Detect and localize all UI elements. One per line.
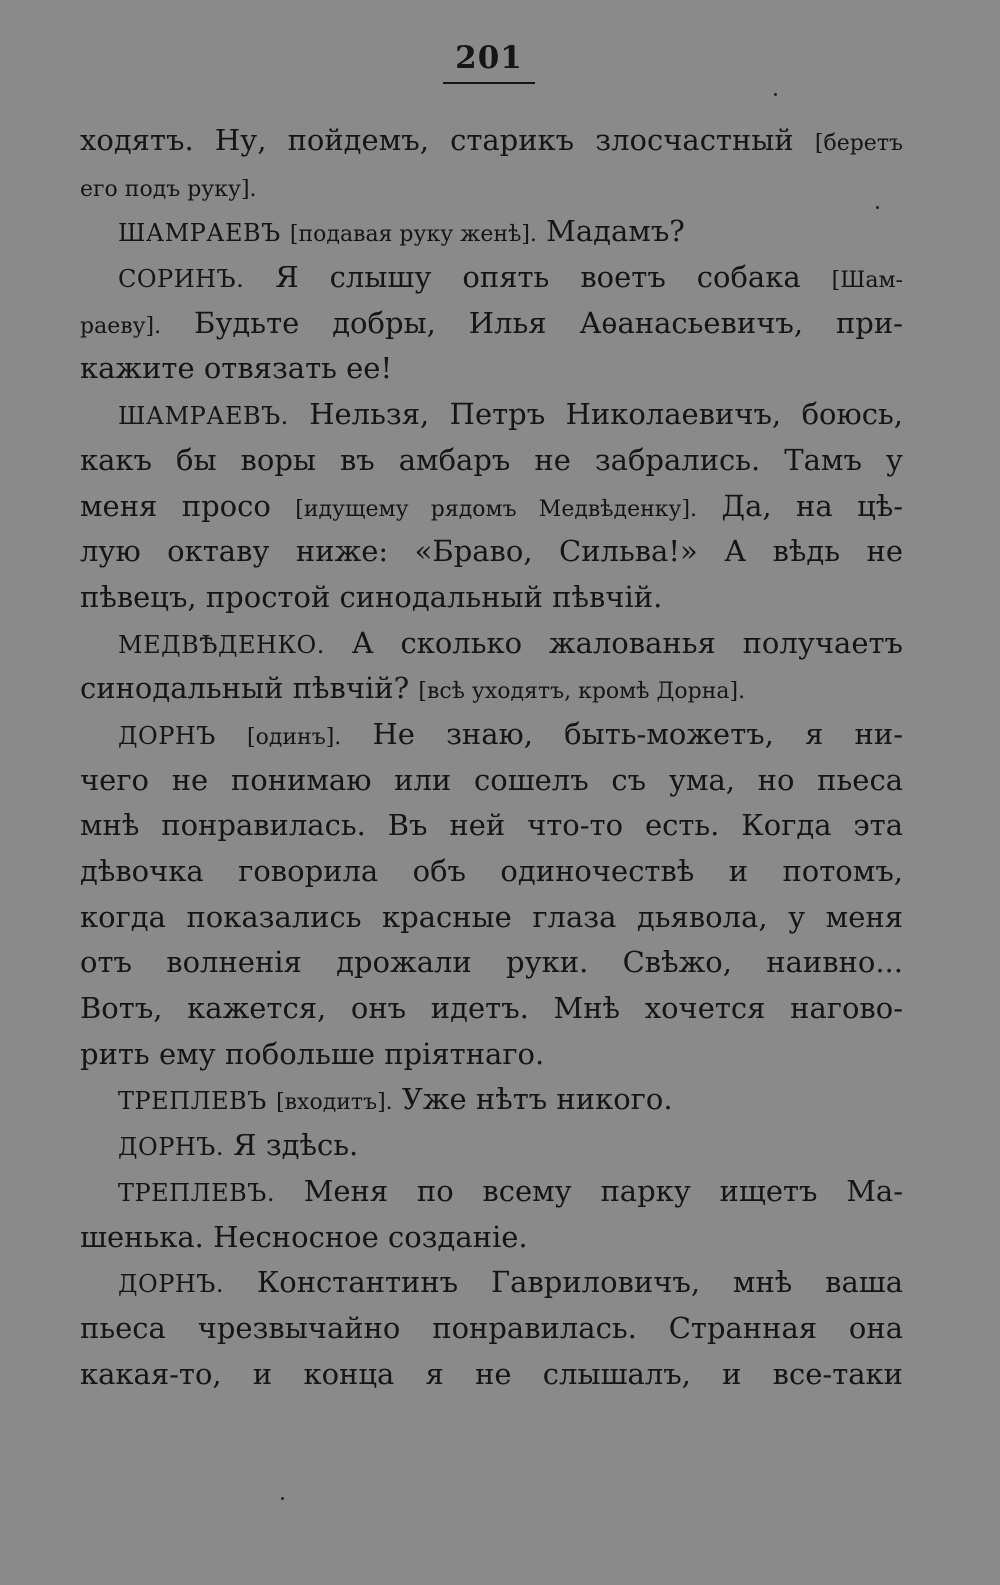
speaker-name: ТРЕПЛЕВЪ	[118, 1087, 267, 1116]
stage-direction: раеву].	[80, 313, 162, 339]
speaker-name: ДОРНЪ	[118, 721, 216, 750]
text-line: меня просо [идущему рядомъ Медвѣденку]. Да, на цѣ-	[80, 488, 903, 523]
page-number: 201	[455, 40, 523, 76]
text-line: чего не понимаю или сошелъ съ ума, но пьеса	[80, 762, 903, 797]
text-line: ДОРНЪ. Я здѣсь.	[118, 1128, 359, 1163]
stage-direction: [беретъ	[814, 131, 903, 156]
text-line: когда показались красные глаза дьявола, у меня	[80, 899, 903, 934]
speaker-name: ШАМРАЕВЪ	[118, 219, 281, 248]
text-line: МЕДВѢДЕНКО. А сколько жалованья получаетъ	[118, 625, 903, 660]
text-line: синодальный пѣвчій? [всѣ уходятъ, кромѣ Дорна].	[80, 671, 746, 706]
stage-direction: его подъ руку].	[80, 176, 257, 202]
page-number-underline	[443, 82, 535, 84]
text-line: ТРЕПЛЕВЪ. Меня по всему парку ищетъ Ма-	[118, 1173, 903, 1208]
text-line: дѣвочка говорила объ одиночествѣ и потомъ,	[80, 854, 903, 888]
text-line: ДОРНЪ [одинъ]. Не знаю, быть-можетъ, я ни-	[118, 716, 903, 751]
speaker-name: ДОРНЪ.	[118, 1270, 224, 1299]
stage-direction: [одинъ].	[247, 724, 342, 750]
text-line: ШАМРАЕВЪ. Нельзя, Петръ Николаевичъ, боюсь,	[118, 397, 903, 432]
text-line: ТРЕПЛЕВЪ [входитъ]. Уже нѣтъ никого.	[118, 1082, 673, 1117]
text-line: раеву]. Будьте добры, Илья Аѳанасьевичъ, при-	[80, 305, 903, 340]
text-line: пѣвецъ, простой синодальный пѣвчій.	[80, 579, 663, 614]
speaker-name: МЕДВѢДЕНКО.	[118, 630, 325, 659]
text-line: мнѣ понравилась. Въ ней что-то есть. Когда эта	[80, 808, 903, 843]
ink-speck	[281, 1497, 284, 1500]
text-line: лую октаву ниже: «Браво, Сильва!» А вѣдь не	[80, 534, 903, 569]
text-line: какая-то, и конца я не слышалъ, и все-таки	[80, 1356, 903, 1391]
speaker-name: ШАМРАЕВЪ.	[118, 402, 289, 431]
stage-direction: [всѣ уходятъ, кромѣ Дорна].	[418, 679, 746, 705]
speaker-name: СОРИНЪ.	[118, 265, 245, 294]
ink-speck	[876, 206, 879, 209]
text-line	[80, 164, 903, 210]
speaker-name: ТРЕПЛЕВЪ.	[118, 1178, 275, 1207]
stage-direction: [входитъ].	[276, 1090, 393, 1116]
text-line: СОРИНЪ. Я слышу опять воетъ собака [Шам-	[118, 260, 903, 295]
speaker-name: ДОРНЪ.	[118, 1133, 224, 1162]
text-line: рить ему побольше пріятнаго.	[80, 1036, 545, 1071]
text-line: какъ бы воры въ амбаръ не забрались. Тамъ у	[80, 442, 903, 477]
stage-direction: [подавая руку женѣ].	[289, 222, 537, 248]
text-line: кажите отвязать ее!	[80, 351, 393, 386]
text-line: Вотъ, кажется, онъ идетъ. Мнѣ хочется нагово-	[80, 991, 903, 1026]
play-text	[80, 118, 903, 1397]
text-line: ДОРНЪ. Константинъ Гавриловичъ, мнѣ ваша	[118, 1265, 903, 1300]
ink-speck	[774, 93, 777, 96]
text-line: отъ волненія дрожали руки. Свѣжо, наивно...	[80, 945, 903, 980]
text-line: пьеса чрезвычайно понравилась. Странная она	[80, 1310, 903, 1345]
text-line: ШАМРАЕВЪ [подавая руку женѣ]. Мадамъ?	[118, 214, 685, 249]
stage-direction: [Шам-	[831, 268, 903, 294]
text-line: шенька. Несносное созданіе.	[80, 1219, 528, 1254]
text-line: ходятъ. Ну, пойдемъ, старикъ злосчастный [беретъ	[80, 123, 903, 157]
stage-direction: [идущему рядомъ Медвѣденку].	[295, 496, 698, 522]
